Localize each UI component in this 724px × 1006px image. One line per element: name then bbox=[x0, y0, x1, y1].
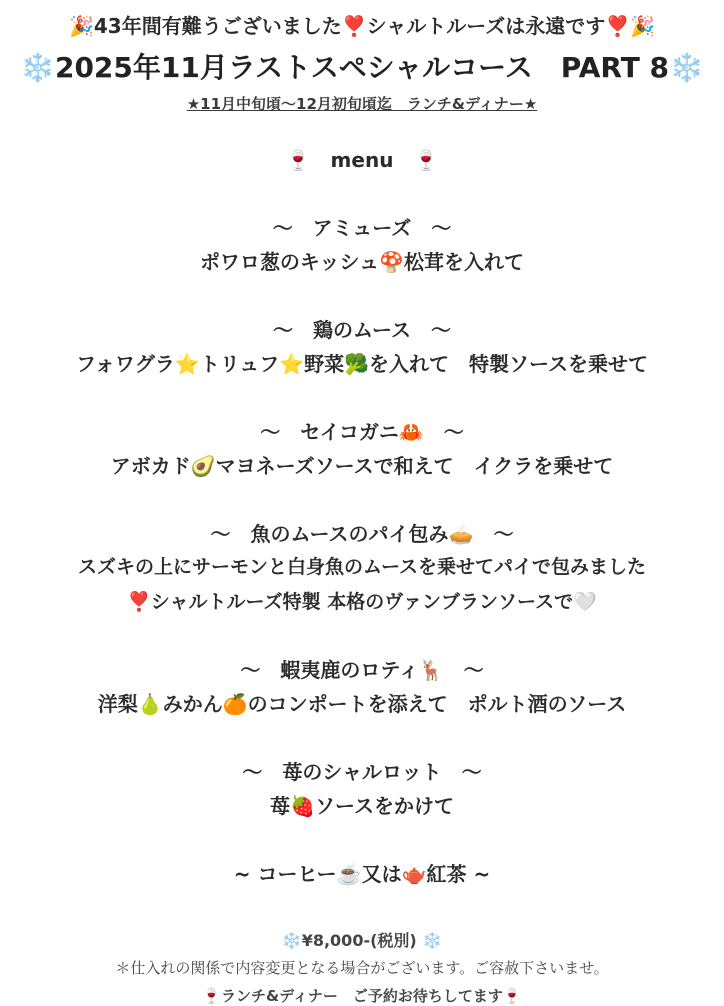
course-desc-seiko-crab: アボカド🥑マヨネーズソースで和えて イクラを乗せて bbox=[110, 454, 614, 478]
course-desc-chicken-mousse: フォワグラ⭐️トリュフ⭐️野菜🥦を入れて 特製ソースを乗せて bbox=[75, 352, 649, 376]
course-heading-amuse: 〜 アミューズ 〜 bbox=[272, 216, 452, 240]
change-notice: ＊仕入れの関係で内容変更となる場合がございます。ご容赦下さいませ。 bbox=[115, 959, 609, 977]
course-heading-chicken-mousse: 〜 鶏のムース 〜 bbox=[273, 318, 451, 342]
course-heading-venison: 〜 蝦夷鹿のロティ🦌 〜 bbox=[240, 658, 484, 682]
course-heading-coffee-tea: ~ コーヒー☕️又は🫖紅茶 ~ bbox=[233, 862, 491, 886]
course-heading-seiko-crab: 〜 セイコガニ🦀 〜 bbox=[260, 420, 464, 444]
menu-heading: 🍷 menu 🍷 bbox=[285, 148, 439, 172]
period-subtitle-text: ★11月中旬頃〜12月初旬頃迄 ランチ&ディナー★ bbox=[186, 95, 538, 113]
course-title: ❄️2025年11月ラストスペシャルコース PART 8❄️ bbox=[20, 51, 704, 84]
period-subtitle bbox=[0, 93, 724, 114]
course-desc-fish-pie-2: ❣️シャルトルーズ特製 本格のヴァンブランソースで🤍 bbox=[127, 591, 597, 613]
course-desc-amuse: ポワロ葱のキッシュ🍄松茸を入れて bbox=[199, 250, 525, 274]
thank-you-banner: 🎉43年間有難うございました❣️シャルトルーズは永遠です❣️🎉 bbox=[68, 14, 656, 38]
price-label: ❄️¥8,000-(税別) ❄️ bbox=[281, 931, 443, 950]
course-desc-venison: 洋梨🍐みかん🍊のコンポートを添えて ポルト酒のソース bbox=[97, 692, 627, 716]
reservation-footer: 🍷ランチ&ディナー ご予約お待ちしてます🍷 bbox=[202, 987, 522, 1005]
course-desc-dessert: 苺🍓ソースをかけて bbox=[270, 794, 454, 818]
course-heading-dessert: 〜 苺のシャルロット 〜 bbox=[242, 760, 482, 784]
course-heading-fish-pie: 〜 魚のムースのパイ包み🥧 〜 bbox=[210, 522, 514, 546]
course-desc-fish-pie-1: スズキの上にサーモンと白身魚のムースを乗せてパイで包みました bbox=[77, 556, 647, 578]
